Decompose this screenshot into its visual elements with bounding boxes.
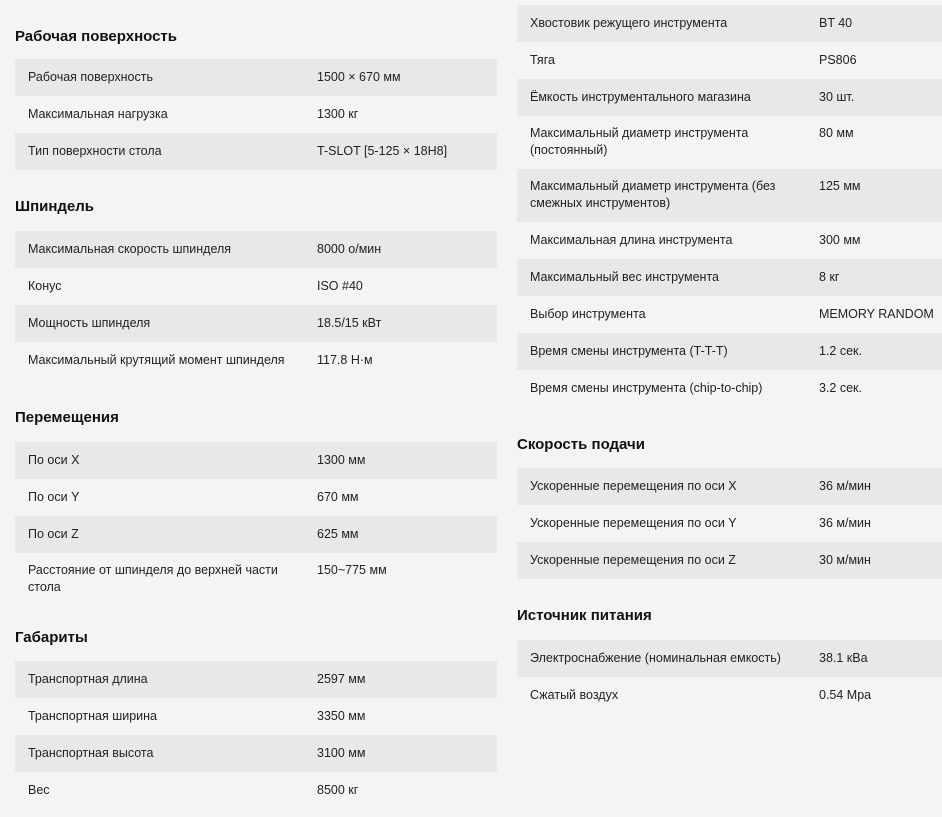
spec-value: 670 мм bbox=[317, 490, 359, 504]
spec-value: 150~775 мм bbox=[317, 563, 387, 577]
spec-value: 3100 мм bbox=[317, 746, 366, 760]
spec-label: По оси X bbox=[28, 453, 80, 467]
spec-label: Транспортная длина bbox=[28, 672, 148, 686]
section-title: Источник питания bbox=[517, 607, 652, 624]
spec-value: 3350 мм bbox=[317, 709, 366, 723]
spec-row bbox=[15, 553, 497, 607]
spec-row bbox=[15, 698, 497, 735]
spec-value: 125 мм bbox=[819, 179, 861, 193]
spec-label: Рабочая поверхность bbox=[28, 70, 153, 84]
section-title: Скорость подачи bbox=[517, 436, 645, 453]
spec-label: Конус bbox=[28, 279, 62, 293]
spec-row bbox=[517, 259, 942, 296]
spec-label: Время смены инструмента (chip-to-chip) bbox=[530, 381, 763, 395]
spec-label: Ёмкость инструментального магазина bbox=[530, 90, 751, 104]
spec-value: 30 шт. bbox=[819, 90, 855, 104]
spec-label: Максимальный крутящий момент шпинделя bbox=[28, 353, 285, 367]
spec-row bbox=[517, 169, 942, 222]
section-power-supply bbox=[517, 579, 942, 714]
spec-value: 0.54 Mpa bbox=[819, 688, 872, 702]
spec-row bbox=[15, 96, 497, 133]
spec-value: 36 м/мин bbox=[819, 479, 871, 493]
spec-value: 1300 мм bbox=[317, 453, 366, 467]
section-work-surface bbox=[15, 0, 497, 170]
spec-value: 8000 о/мин bbox=[317, 242, 382, 256]
spec-value: MEMORY RANDOM bbox=[819, 307, 934, 321]
spec-row bbox=[15, 59, 497, 96]
spec-label: Ускоренные перемещения по оси X bbox=[530, 479, 737, 493]
spec-label: Ускоренные перемещения по оси Y bbox=[530, 516, 737, 530]
spec-label: Максимальный диаметр инструмента (постоянный) bbox=[530, 126, 749, 157]
spec-value: 117.8 Н·м bbox=[317, 353, 373, 367]
spec-row bbox=[517, 222, 942, 259]
spec-label: Максимальный вес инструмента bbox=[530, 270, 719, 284]
spec-label: По оси Z bbox=[28, 527, 79, 541]
spec-label: Мощность шпинделя bbox=[28, 316, 151, 330]
spec-row bbox=[517, 42, 942, 79]
spec-row bbox=[517, 677, 942, 714]
spec-row bbox=[15, 661, 497, 698]
section-feed-rate bbox=[517, 407, 942, 579]
section-title: Габариты bbox=[15, 629, 88, 646]
spec-value: 80 мм bbox=[819, 126, 854, 140]
section-title: Рабочая поверхность bbox=[15, 28, 178, 45]
section-dimensions bbox=[15, 607, 497, 809]
section-title: Перемещения bbox=[15, 409, 119, 426]
spec-row bbox=[15, 735, 497, 772]
section-spindle bbox=[15, 170, 497, 379]
spec-row bbox=[15, 772, 497, 809]
section-title: Шпиндель bbox=[15, 198, 95, 215]
section-tools bbox=[517, 0, 942, 407]
spec-label: Максимальная длина инструмента bbox=[530, 233, 733, 247]
specs-right-column bbox=[517, 0, 942, 714]
spec-label: Транспортная высота bbox=[28, 746, 154, 760]
spec-label: Вес bbox=[28, 783, 50, 797]
spec-value: 36 м/мин bbox=[819, 516, 871, 530]
spec-row bbox=[517, 468, 942, 505]
spec-row bbox=[15, 305, 497, 342]
spec-row bbox=[517, 640, 942, 677]
spec-label: По оси Y bbox=[28, 490, 80, 504]
spec-value: PS806 bbox=[819, 53, 857, 67]
spec-value: 3.2 сек. bbox=[819, 381, 862, 395]
spec-label: Время смены инструмента (T-T-T) bbox=[530, 344, 728, 358]
spec-row bbox=[517, 542, 942, 579]
spec-label: Выбор инструмента bbox=[530, 307, 646, 321]
spec-label: Транспортная ширина bbox=[28, 709, 158, 723]
spec-label: Хвостовик режущего инструмента bbox=[530, 16, 728, 30]
section-travel bbox=[15, 379, 497, 607]
specs-left-column bbox=[15, 0, 497, 809]
spec-value: 300 мм bbox=[819, 233, 861, 247]
spec-row bbox=[15, 442, 497, 479]
spec-value: 18.5/15 кВт bbox=[317, 316, 382, 330]
spec-row bbox=[15, 231, 497, 268]
spec-value: 30 м/мин bbox=[819, 553, 871, 567]
spec-row bbox=[517, 505, 942, 542]
spec-value: 1500 × 670 мм bbox=[317, 70, 401, 84]
spec-row bbox=[15, 516, 497, 553]
spec-label: Тип поверхности стола bbox=[28, 144, 162, 158]
spec-row bbox=[517, 296, 942, 333]
spec-row bbox=[15, 133, 497, 170]
spec-value: 1300 кг bbox=[317, 107, 359, 121]
spec-label: Расстояние от шпинделя до верхней части стола bbox=[28, 563, 278, 594]
spec-row bbox=[15, 479, 497, 516]
spec-row bbox=[517, 116, 942, 169]
spec-row bbox=[15, 342, 497, 379]
spec-value: 8 кг bbox=[819, 270, 840, 284]
spec-row bbox=[517, 370, 942, 407]
spec-label: Сжатый воздух bbox=[530, 688, 619, 702]
spec-label: Электроснабжение (номинальная емкость) bbox=[530, 651, 781, 665]
spec-label: Максимальная скорость шпинделя bbox=[28, 242, 232, 256]
spec-value: 8500 кг bbox=[317, 783, 359, 797]
spec-row bbox=[15, 268, 497, 305]
spec-value: ISO #40 bbox=[317, 279, 363, 293]
spec-label: Максимальный диаметр инструмента (без смежных инструментов) bbox=[530, 179, 776, 210]
spec-value: 625 мм bbox=[317, 527, 359, 541]
spec-label: Тяга bbox=[530, 53, 555, 67]
spec-label: Максимальная нагрузка bbox=[28, 107, 168, 121]
spec-row bbox=[517, 79, 942, 116]
spec-label: Ускоренные перемещения по оси Z bbox=[530, 553, 736, 567]
spec-value: 38.1 кВа bbox=[819, 651, 868, 665]
spec-value: T-SLOT [5-125 × 18H8] bbox=[317, 144, 448, 158]
spec-row bbox=[517, 333, 942, 370]
spec-value: 2597 мм bbox=[317, 672, 366, 686]
spec-value: 1.2 сек. bbox=[819, 344, 862, 358]
spec-row bbox=[517, 5, 942, 42]
spec-value: BT 40 bbox=[819, 16, 853, 30]
